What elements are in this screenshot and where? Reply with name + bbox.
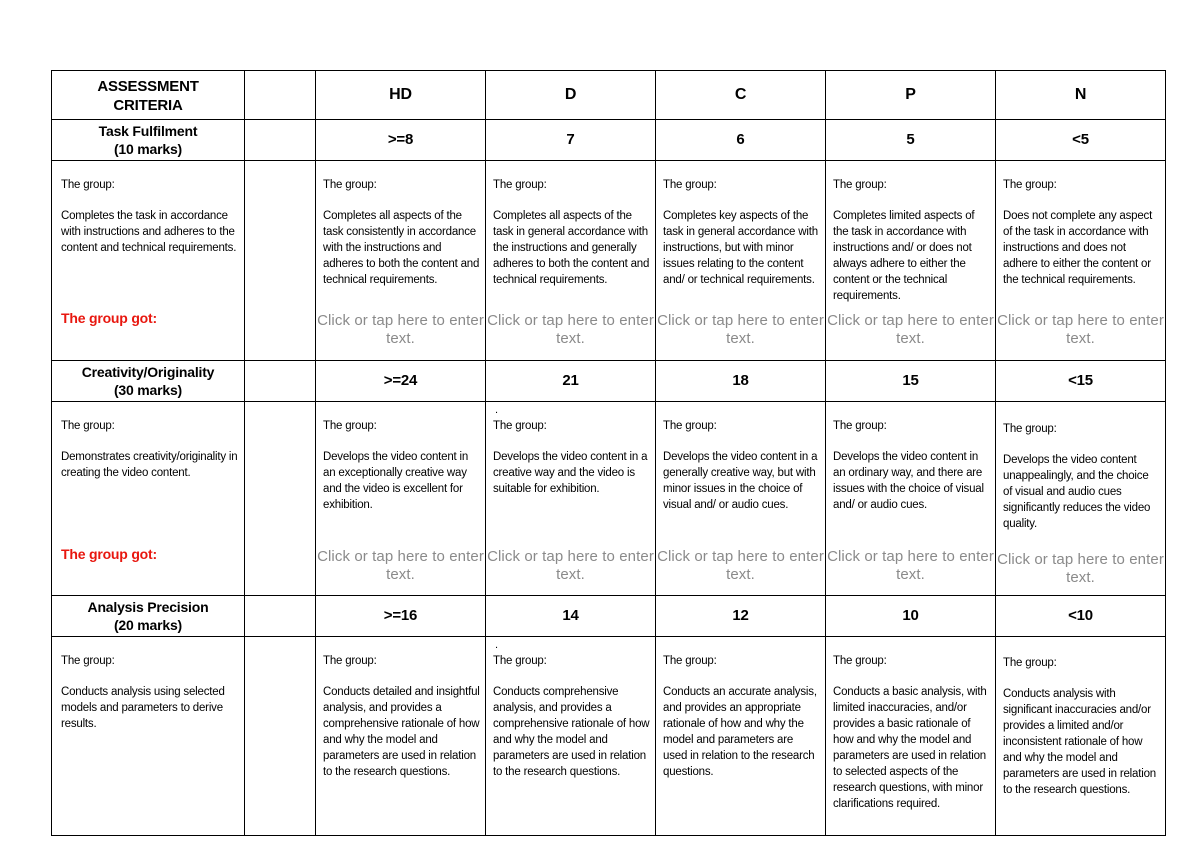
enter-text-field[interactable]: Click or tap here to enter text. <box>487 548 654 583</box>
criterion-description-cell <box>52 402 245 596</box>
level-cell-c <box>656 637 826 836</box>
level-cell-n <box>996 161 1166 361</box>
intro-text: The group: <box>323 179 377 191</box>
criterion-description-row <box>52 161 1166 361</box>
level-cell-d <box>486 161 656 361</box>
level-description: Does not complete any aspect of the task in accordance with instructions and does not adhere to either the content or the technical requirements. <box>1003 210 1153 286</box>
level-description: Completes limited aspects of the task in accordance with instructions and/ or does not always adhere to either the content or the technical requirements. <box>833 210 975 302</box>
level-description: Conducts a basic analysis, with limited inaccuracies, and/or provides a basic rationale of how and why the model and parameters are used in relation to selected aspects of the research questions, with minor clarifications required. <box>833 686 987 810</box>
description-text: Completes the task in accordance with instructions and adheres to the content and technical requirements. <box>61 210 237 254</box>
blank-header-cell <box>245 71 316 120</box>
level-description: Conducts analysis with significant inaccuracies and/or provides a limited and/or inconsistent rationale of how and why the model and parameters are used in relation to the research questions. <box>1003 688 1156 796</box>
intro-text: The group: <box>833 179 887 191</box>
intro-text: The group: <box>663 179 717 191</box>
threshold-c: 6 <box>656 120 826 161</box>
threshold-hd: >=16 <box>316 596 486 637</box>
criterion-description-cell <box>52 161 245 361</box>
intro-text: The group: <box>323 655 377 667</box>
criterion-description-row <box>52 402 1166 596</box>
level-cell-p <box>826 637 996 836</box>
criterion-marks: (10 marks) <box>113 141 183 157</box>
criterion-title-cell <box>52 596 245 637</box>
intro-text: The group: <box>61 655 115 667</box>
assessment-criteria-header <box>52 71 245 120</box>
threshold-p: 10 <box>826 596 996 637</box>
level-description: Conducts comprehensive analysis, and provides a comprehensive rationale of how and why the model and parameters are used in relation to the research questions. <box>493 686 650 778</box>
level-description: Completes all aspects of the task consistently in accordance with the instructions and adheres to both the content and technical requirements. <box>323 210 480 286</box>
enter-text-field[interactable]: Click or tap here to enter text. <box>657 548 824 583</box>
criterion-name: Task Fulfilment <box>98 123 198 139</box>
level-description: Conducts detailed and insightful analysis, and provides a comprehensive rationale of how and why the model and parameters are used in relation to the research questions. <box>323 686 480 778</box>
level-cell-n <box>996 402 1166 596</box>
blank-cell <box>245 361 316 402</box>
level-cell-d <box>486 402 656 596</box>
criterion-description-row <box>52 637 1166 836</box>
threshold-hd: >=8 <box>316 120 486 161</box>
blank-cell <box>245 402 316 596</box>
threshold-p: 15 <box>826 361 996 402</box>
intro-text: The group: <box>61 179 115 191</box>
stray-dot: . <box>495 639 498 651</box>
enter-text-field[interactable]: Click or tap here to enter text. <box>487 312 654 347</box>
level-cell-n <box>996 637 1166 836</box>
intro-text: The group: <box>833 420 887 432</box>
description-text: Demonstrates creativity/originality in creating the video content. <box>61 451 238 479</box>
level-cell-hd <box>316 161 486 361</box>
criterion-marks-row <box>52 361 1166 402</box>
level-cell-c <box>656 402 826 596</box>
criterion-name: Creativity/Originality <box>81 364 215 380</box>
assessment-rubric-table <box>51 70 1166 836</box>
level-description: Completes key aspects of the task in general accordance with instructions, but with minor issues relating to the content and/ or technical requirements. <box>663 210 818 286</box>
intro-text: The group: <box>1003 657 1057 669</box>
grade-header-hd: HD <box>316 71 486 120</box>
level-description: Develops the video content in an exceptionally creative way and the video is excellent for exhibition. <box>323 451 469 511</box>
threshold-hd: >=24 <box>316 361 486 402</box>
level-cell-hd <box>316 402 486 596</box>
level-description: Conducts an accurate analysis, and provides an appropriate rationale of how and why the model and parameters are used in relation to the research questions. <box>663 686 817 778</box>
level-cell-p <box>826 402 996 596</box>
threshold-n: <5 <box>996 120 1166 161</box>
group-got-label: The group got: <box>61 310 157 326</box>
level-cell-p <box>826 161 996 361</box>
intro-text: The group: <box>61 420 115 432</box>
level-description: Develops the video content in a creative way and the video is suitable for exhibition. <box>493 451 648 495</box>
intro-text: The group: <box>493 179 547 191</box>
criterion-marks-row <box>52 596 1166 637</box>
intro-text: The group: <box>833 655 887 667</box>
level-description: Completes all aspects of the task in general accordance with the instructions and generally adheres to both the content and technical requirements. <box>493 210 650 286</box>
stray-dot: . <box>495 404 498 416</box>
criterion-marks: (20 marks) <box>113 617 183 633</box>
enter-text-field[interactable]: Click or tap here to enter text. <box>317 548 484 583</box>
level-cell-d <box>486 637 656 836</box>
level-description: Develops the video content unappealingly, and the choice of visual and audio cues significantly reduces the video quality. <box>1003 454 1151 530</box>
grade-header-d: D <box>486 71 656 120</box>
enter-text-field[interactable]: Click or tap here to enter text. <box>657 312 824 347</box>
blank-cell <box>245 120 316 161</box>
level-description: Develops the video content in a generally creative way, but with minor issues in the choice of visual and/ or audio cues. <box>663 451 818 511</box>
grade-header-c: C <box>656 71 826 120</box>
blank-cell <box>245 596 316 637</box>
criteria-header-line2: CRITERIA <box>113 97 183 114</box>
criterion-title-cell <box>52 120 245 161</box>
criterion-name: Analysis Precision <box>87 599 209 615</box>
criterion-title-cell <box>52 361 245 402</box>
intro-text: The group: <box>663 655 717 667</box>
criteria-header-line1: ASSESSMENT <box>97 78 199 95</box>
criterion-description-cell <box>52 637 245 836</box>
level-cell-hd <box>316 637 486 836</box>
threshold-c: 18 <box>656 361 826 402</box>
threshold-c: 12 <box>656 596 826 637</box>
criterion-marks-row <box>52 120 1166 161</box>
threshold-p: 5 <box>826 120 996 161</box>
intro-text: The group: <box>493 655 547 667</box>
level-cell-c <box>656 161 826 361</box>
enter-text-field[interactable]: Click or tap here to enter text. <box>997 551 1164 586</box>
enter-text-field[interactable]: Click or tap here to enter text. <box>827 312 994 347</box>
threshold-d: 21 <box>486 361 656 402</box>
blank-cell <box>245 161 316 361</box>
blank-cell <box>245 637 316 836</box>
threshold-d: 7 <box>486 120 656 161</box>
criterion-marks: (30 marks) <box>113 382 183 398</box>
intro-text: The group: <box>1003 179 1057 191</box>
description-text: Conducts analysis using selected models and parameters to derive results. <box>61 686 225 730</box>
level-description: Develops the video content in an ordinary way, and there are issues with the choice of visual and/ or audio cues. <box>833 451 984 511</box>
intro-text: The group: <box>663 420 717 432</box>
enter-text-field[interactable]: Click or tap here to enter text. <box>997 312 1164 347</box>
threshold-n: <10 <box>996 596 1166 637</box>
group-got-label: The group got: <box>61 546 157 562</box>
enter-text-field[interactable]: Click or tap here to enter text. <box>317 312 484 347</box>
intro-text: The group: <box>1003 423 1057 435</box>
threshold-d: 14 <box>486 596 656 637</box>
grade-header-p: P <box>826 71 996 120</box>
enter-text-field[interactable]: Click or tap here to enter text. <box>827 548 994 583</box>
header-row <box>52 71 1166 120</box>
grade-header-n: N <box>996 71 1166 120</box>
threshold-n: <15 <box>996 361 1166 402</box>
intro-text: The group: <box>493 420 547 432</box>
intro-text: The group: <box>323 420 377 432</box>
